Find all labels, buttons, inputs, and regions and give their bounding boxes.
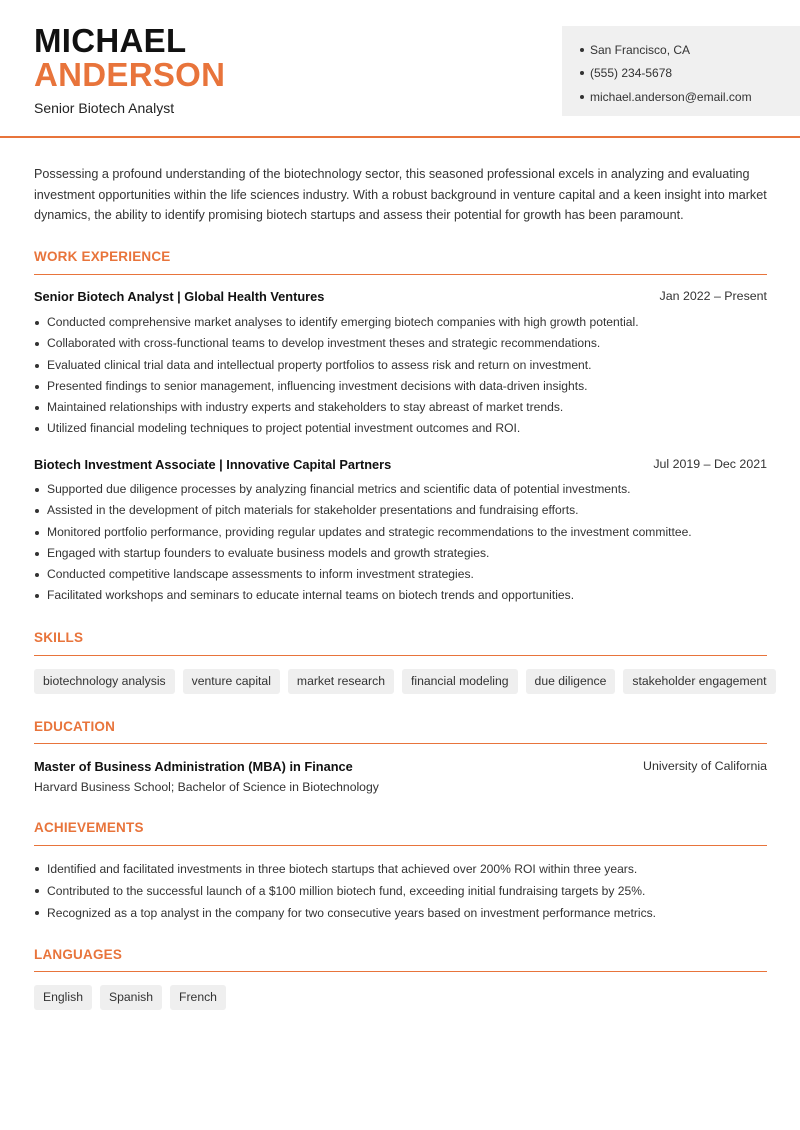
section-divider [34, 845, 767, 846]
education-degree: Master of Business Administration (MBA) in Finance [34, 759, 353, 774]
list-item: Facilitated workshops and seminars to educate internal teams on biotech trends and opportunities. [34, 585, 767, 606]
first-name: MICHAEL [34, 22, 187, 59]
skill-chip: biotechnology analysis [34, 669, 175, 694]
list-item: Supported due diligence processes by analyzing financial metrics and scientific data of potential investments. [34, 479, 767, 500]
job-dates: Jan 2022 – Present [659, 289, 767, 303]
bullet-icon [580, 71, 584, 75]
list-item: Monitored portfolio performance, providing regular updates and strategic recommendations to the investment committee. [34, 522, 767, 543]
list-item: Engaged with startup founders to evaluate business models and growth strategies. [34, 543, 767, 564]
list-item: Contributed to the successful launch of a $100 million biotech fund, exceeding initial fundraising targets by 25%. [34, 880, 767, 902]
job-title: Senior Biotech Analyst [34, 100, 175, 116]
list-item: Presented findings to senior management, influencing investment decisions with data-driven insights. [34, 376, 767, 397]
work-experience-heading: WORK EXPERIENCE [34, 249, 171, 264]
list-item: Conducted comprehensive market analyses to identify emerging biotech companies with high growth potential. [34, 312, 767, 333]
contact-email-link[interactable]: michael.anderson@email.com [590, 89, 752, 104]
list-item: Recognized as a top analyst in the company for two consecutive years based on investment performance metrics. [34, 902, 767, 924]
list-item: Maintained relationships with industry experts and stakeholders to stay abreast of market trends. [34, 397, 767, 418]
skills-list [34, 669, 776, 694]
skill-chip: stakeholder engagement [623, 669, 775, 694]
bullet-icon [580, 48, 584, 52]
bullet-icon [580, 95, 584, 99]
contact-email[interactable] [580, 85, 800, 109]
list-item: Conducted competitive landscape assessments to inform investment strategies. [34, 564, 767, 585]
job-bullets [34, 479, 767, 607]
language-chip: French [170, 985, 226, 1010]
section-divider [34, 655, 767, 656]
languages-list [34, 985, 226, 1010]
section-divider [34, 743, 767, 744]
education-institution: University of California [643, 759, 767, 773]
skill-chip: financial modeling [402, 669, 518, 694]
job-bullets [34, 312, 767, 440]
languages-heading: LANGUAGES [34, 947, 123, 962]
contact-box [562, 26, 800, 116]
summary-paragraph: Possessing a profound understanding of the biotechnology sector, this seasoned professional excels in analyzing and evaluating investment opportunities within the life sciences industry. With a robust background in venture capital and a keen insight into market dynamics, the ability to identify promising biotech startups and assess their potential for growth has been paramount. [34, 167, 767, 222]
language-chip: Spanish [100, 985, 162, 1010]
education-heading: EDUCATION [34, 719, 116, 734]
achievements-heading: ACHIEVEMENTS [34, 820, 144, 835]
list-item: Collaborated with cross-functional teams to develop investment theses and strategic recommendations. [34, 333, 767, 354]
education-entry-header [34, 759, 767, 774]
skill-chip: market research [288, 669, 394, 694]
resume-header [0, 0, 800, 138]
list-item: Assisted in the development of pitch materials for stakeholder presentations and fundraising efforts. [34, 500, 767, 521]
list-item: Utilized financial modeling techniques to project potential investment outcomes and ROI. [34, 418, 767, 439]
contact-phone-text: (555) 234-5678 [590, 66, 673, 81]
contact-location-text: San Francisco, CA [590, 42, 691, 57]
list-item: Identified and facilitated investments in three biotech startups that achieved over 200% ROI within three years. [34, 858, 767, 880]
section-divider [34, 274, 767, 275]
last-name: ANDERSON [34, 56, 226, 93]
language-chip: English [34, 985, 92, 1010]
job-entry-header [34, 457, 767, 472]
achievements-list [34, 858, 767, 924]
job-role: Senior Biotech Analyst | Global Health Ventures [34, 289, 325, 304]
skill-chip: venture capital [183, 669, 280, 694]
skill-chip: due diligence [526, 669, 616, 694]
job-entry-header [34, 289, 767, 304]
contact-phone [580, 62, 800, 86]
list-item: Evaluated clinical trial data and intellectual property portfolios to assess risk and return on investment. [34, 355, 767, 376]
job-role: Biotech Investment Associate | Innovative Capital Partners [34, 457, 392, 472]
education-details: Harvard Business School; Bachelor of Science in Biotechnology [34, 780, 379, 794]
job-dates: Jul 2019 – Dec 2021 [653, 457, 767, 471]
contact-location [580, 38, 800, 62]
section-divider [34, 971, 767, 972]
skills-heading: SKILLS [34, 630, 84, 645]
